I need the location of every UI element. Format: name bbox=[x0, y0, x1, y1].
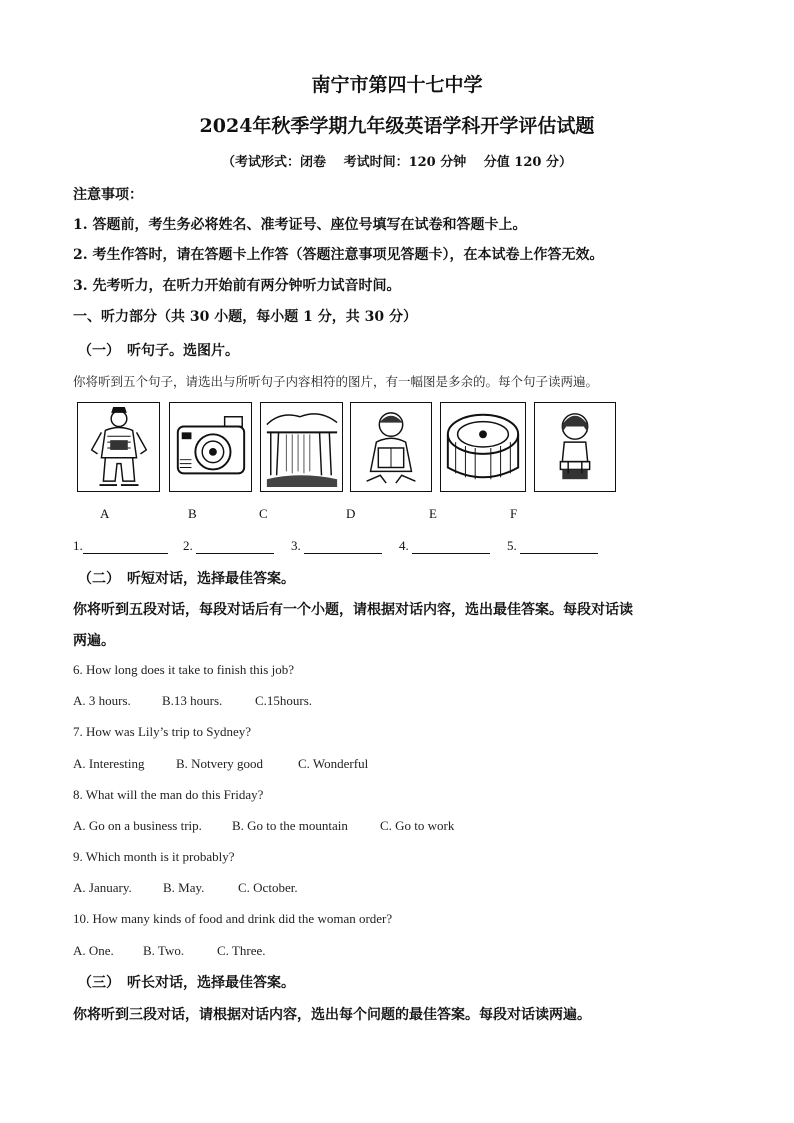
section1-instruction: 你将听到五个句子，请选出与所听句子内容相符的图片，有一幅图是多余的。每个句子读两遍。 bbox=[73, 374, 599, 389]
question-10: 10. How many kinds of food and drink did the woman order? bbox=[73, 911, 393, 926]
question-9-option-b[interactable]: B. May. bbox=[163, 880, 205, 895]
note-item-1: 1. 答题前，考生务必将姓名、准考证号、座位号填写在试卷和答题卡上。 bbox=[73, 217, 527, 233]
question-10-option-a[interactable]: A. One. bbox=[73, 943, 114, 958]
section2-instruction: 你将听到五段对话，每段对话后有一个小题，请根据对话内容，选出最佳答案。每段对话读 bbox=[73, 602, 633, 618]
answer-blank-4[interactable] bbox=[399, 538, 490, 554]
picture-e bbox=[440, 402, 526, 492]
blank-number: 5. bbox=[507, 538, 517, 553]
section1-heading: （一） 听句子。选图片。 bbox=[78, 343, 239, 359]
girl-reading-icon bbox=[351, 403, 431, 491]
question-6-option-b[interactable]: B.13 hours. bbox=[162, 693, 223, 708]
answer-blank-5[interactable] bbox=[507, 538, 598, 554]
picture-b bbox=[169, 402, 252, 492]
exam-info: （考试形式：闭卷 考试时间：120 分钟 分值 120 分） bbox=[222, 155, 572, 170]
part1-heading: 一、听力部分（共 30 小题，每小题 1 分，共 30 分） bbox=[73, 309, 417, 325]
picture-letter-e: E bbox=[429, 506, 437, 521]
question-7: 7. How was Lily’s trip to Sydney? bbox=[73, 724, 252, 739]
section2-heading: （二） 听短对话，选择最佳答案。 bbox=[78, 571, 295, 587]
girl-sitting-icon bbox=[535, 403, 615, 491]
question-7-option-b[interactable]: B. Notvery good bbox=[176, 756, 264, 771]
question-9-option-a[interactable]: A. January. bbox=[73, 880, 132, 895]
picture-a bbox=[77, 402, 160, 492]
school-name: 南宁市第四十七中学 bbox=[311, 74, 483, 96]
question-7-option-c[interactable]: C. Wonderful bbox=[298, 756, 369, 771]
question-6: 6. How long does it take to finish this job? bbox=[73, 662, 294, 677]
waterfall-icon bbox=[261, 403, 342, 491]
question-6-option-c[interactable]: C.15hours. bbox=[255, 693, 313, 708]
blank-number: 2. bbox=[183, 538, 193, 553]
blank-number: 4. bbox=[399, 538, 409, 553]
answer-blank-2[interactable] bbox=[183, 538, 274, 554]
picture-letter-c: C bbox=[259, 506, 268, 521]
mooncake-icon bbox=[441, 403, 525, 491]
blank-number: 3. bbox=[291, 538, 301, 553]
exam-title: 2024年秋季学期九年级英语学科开学评估试题 bbox=[199, 115, 595, 137]
question-8-option-b[interactable]: B. Go to the mountain bbox=[232, 818, 348, 833]
question-8-option-a[interactable]: A. Go on a business trip. bbox=[73, 818, 202, 833]
picture-d bbox=[350, 402, 432, 492]
question-9: 9. Which month is it probably? bbox=[73, 849, 235, 864]
section2-instruction-cont: 两遍。 bbox=[73, 633, 115, 649]
question-9-option-c[interactable]: C. October. bbox=[238, 880, 298, 895]
notes-heading: 注意事项： bbox=[73, 187, 143, 203]
blank-number: 1. bbox=[73, 538, 83, 553]
picture-letter-b: B bbox=[188, 506, 197, 521]
terracotta-warrior-icon bbox=[78, 403, 159, 491]
picture-letter-d: D bbox=[346, 506, 356, 521]
question-8-option-c[interactable]: C. Go to work bbox=[380, 818, 455, 833]
question-6-option-a[interactable]: A. 3 hours. bbox=[73, 693, 131, 708]
picture-letter-a: A bbox=[100, 506, 110, 521]
note-item-3: 3. 先考听力，在听力开始前有两分钟听力试音时间。 bbox=[73, 278, 401, 294]
picture-letter-f: F bbox=[510, 506, 518, 521]
section3-instruction: 你将听到三段对话，请根据对话内容，选出每个问题的最佳答案。每段对话读两遍。 bbox=[73, 1007, 591, 1023]
question-10-option-c[interactable]: C. Three. bbox=[217, 943, 266, 958]
picture-c bbox=[260, 402, 343, 492]
answer-blank-3[interactable] bbox=[291, 538, 382, 554]
note-item-2: 2. 考生作答时，请在答题卡上作答（答题注意事项见答题卡），在本试卷上作答无效。 bbox=[73, 247, 604, 263]
question-7-option-a[interactable]: A. Interesting bbox=[73, 756, 145, 771]
question-10-option-b[interactable]: B. Two. bbox=[143, 943, 185, 958]
answer-blank-1[interactable] bbox=[73, 538, 168, 554]
camera-icon bbox=[170, 403, 251, 491]
section3-heading: （三） 听长对话，选择最佳答案。 bbox=[78, 975, 295, 991]
picture-f bbox=[534, 402, 616, 492]
question-8: 8. What will the man do this Friday? bbox=[73, 787, 264, 802]
